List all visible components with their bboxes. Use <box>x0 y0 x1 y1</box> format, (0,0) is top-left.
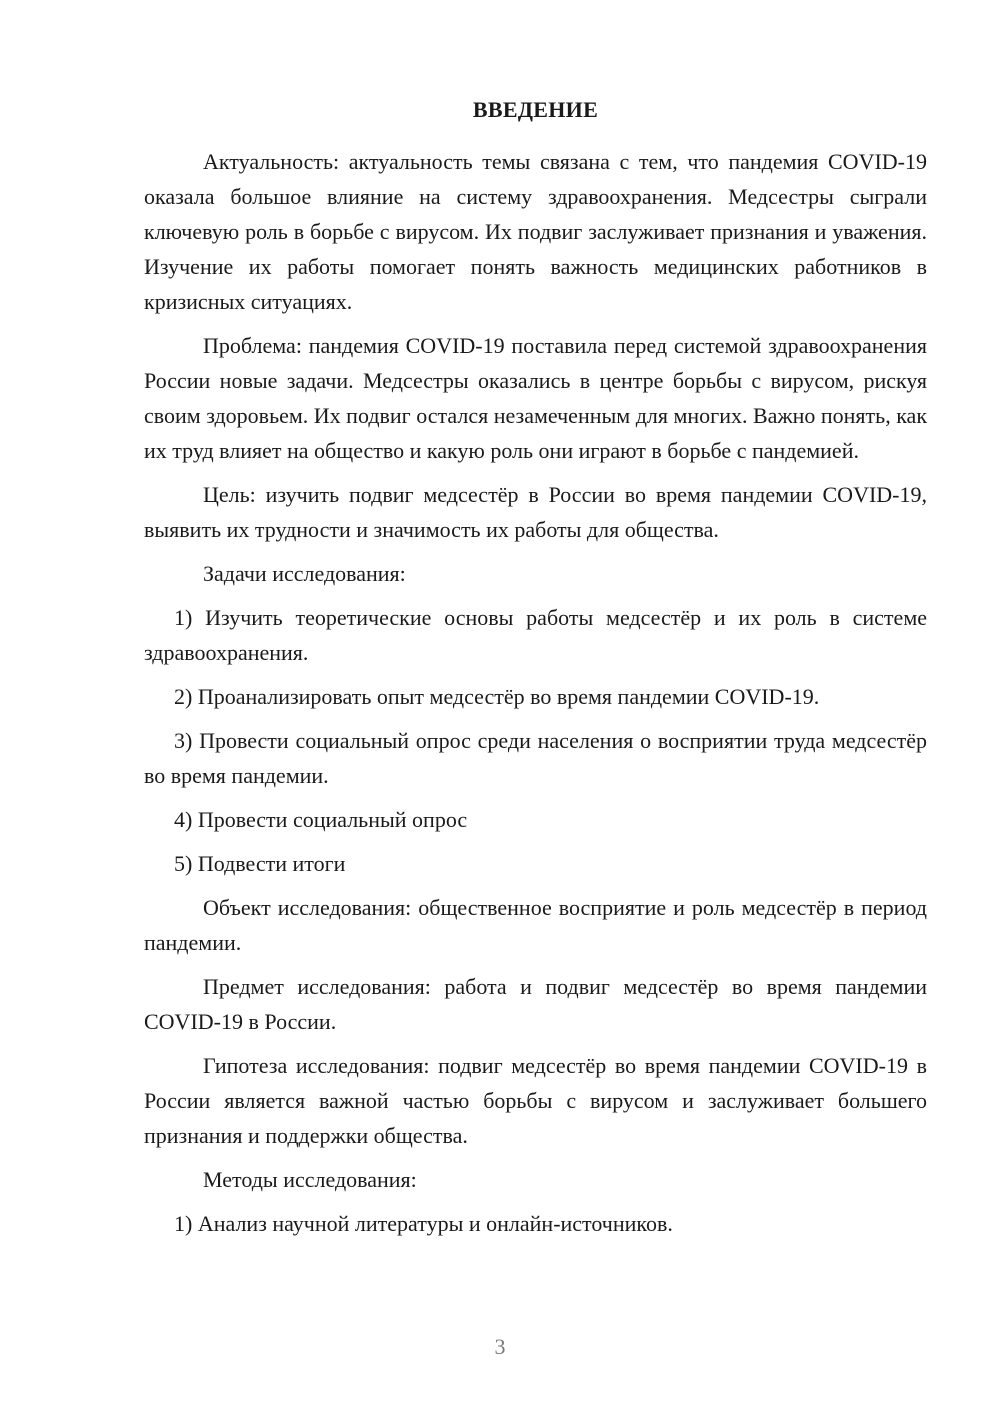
object-paragraph: Объект исследования: общественное восприятие и роль медсестёр в период пандемии. <box>144 895 927 955</box>
tasks-title: Задачи исследования: <box>203 561 406 586</box>
hypothesis-paragraph: Гипотеза исследования: подвиг медсестёр во время пандемии COVID-19 в России является важной частью борьбы с вирусом и заслуживает большего признания и поддержки общества. <box>144 1053 927 1148</box>
problem-paragraph: Проблема: пандемия COVID-19 поставила перед системой здравоохранения России новые задачи. Медсестры оказались в центре борьбы с вирусом, рискуя своим здоровьем. Их подвиг остался незамеченным для многих. Важно понять, как их труд влияет на общество и какую роль они играют в борьбе с пандемией. <box>144 333 928 463</box>
task-item-2: 2) Проанализировать опыт медсестёр во время пандемии COVID-19. <box>174 684 820 709</box>
task-item-4: 4) Провести социальный опрос <box>174 807 468 832</box>
goal-paragraph: Цель: изучить подвиг медсестёр в России во время пандемии COVID-19, выявить их трудности и значимость их работы для общества. <box>144 482 927 542</box>
page-number: 3 <box>494 1334 506 1359</box>
task-item-3: 3) Провести социальный опрос среди населения о восприятии труда медсестёр во время пандемии. <box>144 728 927 788</box>
section-heading: ВВЕДЕНИЕ <box>472 97 599 122</box>
method-item-1: 1) Анализ научной литературы и онлайн-источников. <box>174 1211 673 1236</box>
methods-title: Методы исследования: <box>203 1167 417 1192</box>
relevance-paragraph: Актуальность: актуальность темы связана с тем, что пандемия COVID-19 оказала большое влияние на систему здравоохранения. Медсестры сыграли ключевую роль в борьбе с вирусом. Их подвиг заслуживает признания и уважения. Изучение их работы помогает понять важность медицинских работников в кризисных ситуациях. <box>144 149 927 314</box>
task-item-5: 5) Подвести итоги <box>174 851 346 876</box>
task-item-1: 1) Изучить теоретические основы работы медсестёр и их роль в системе здравоохранения. <box>144 605 927 665</box>
document-page <box>144 96 927 1250</box>
subject-paragraph: Предмет исследования: работа и подвиг медсестёр во время пандемии COVID-19 в России. <box>144 974 927 1034</box>
